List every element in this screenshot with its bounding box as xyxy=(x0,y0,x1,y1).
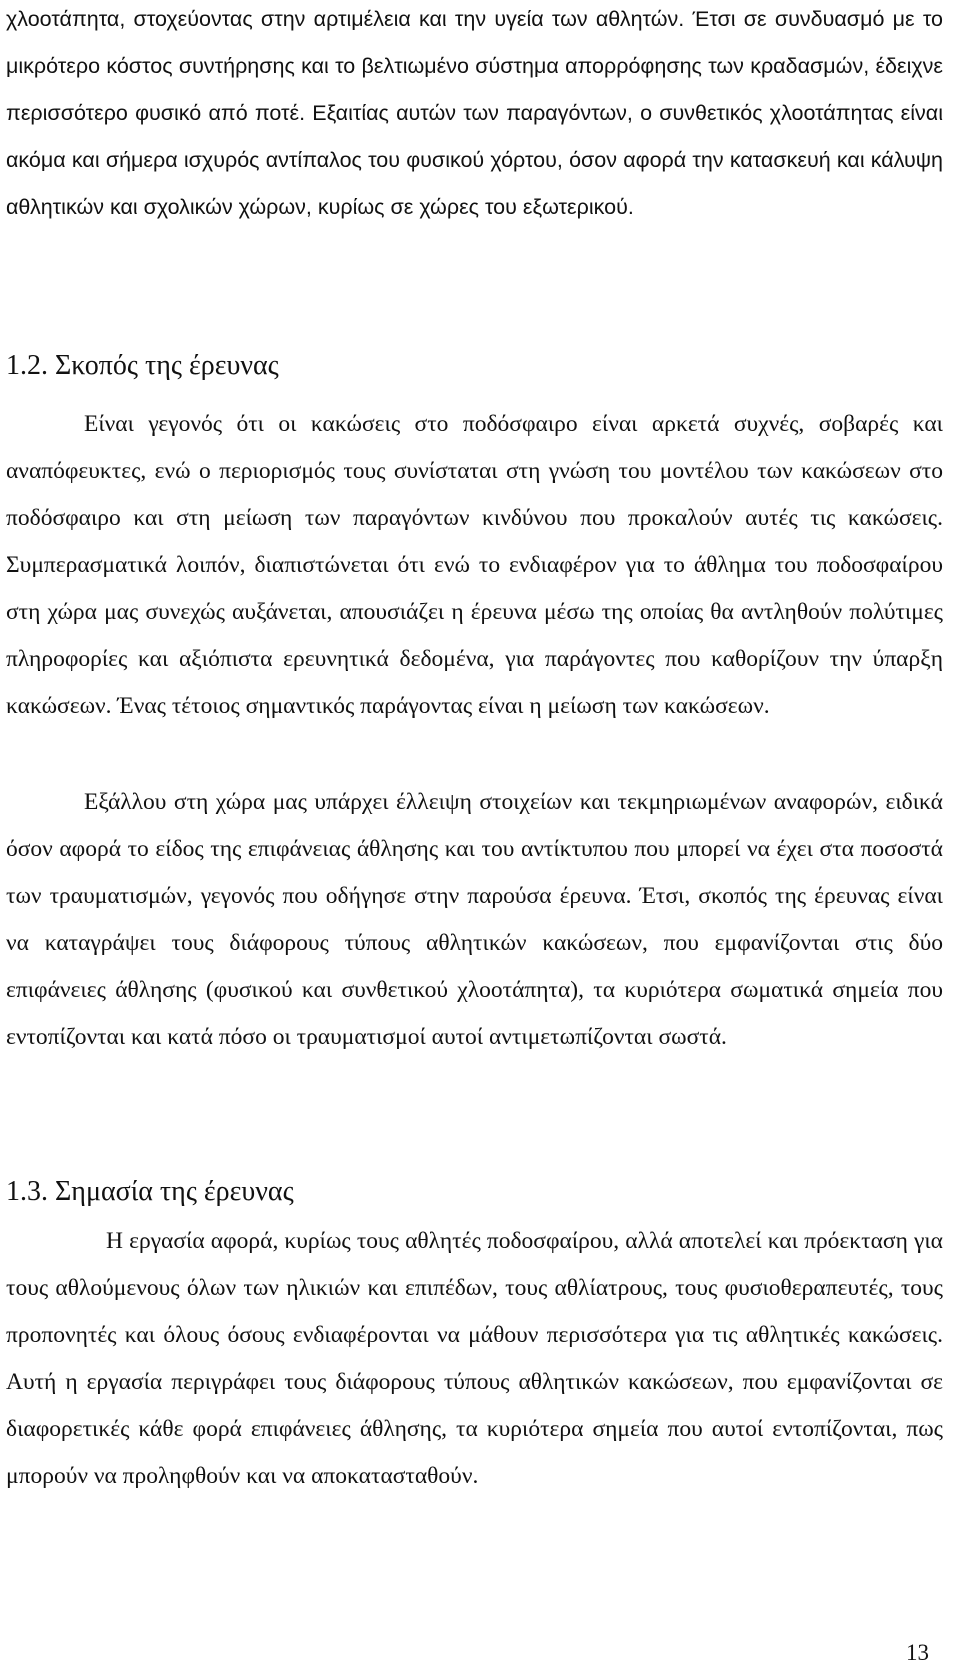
page-number: 13 xyxy=(906,1640,929,1665)
document-page xyxy=(6,0,943,1678)
paragraph-aim-1: Είναι γεγονός ότι οι κακώσεις στο ποδόσφαιρο είναι αρκετά συχνές, σοβαρές και αναπόφευκτες, ενώ ο περιορισμός τους συνίσταται στη γνώση του μοντέλου των κακώσεων στο ποδόσφαιρο και στη μείωση των παραγόντων κινδύνου που προκαλούν αυτές τις κακώσεις. Συμπερασματικά λοιπόν, διαπιστώνεται ότι ενώ το ενδιαφέρον για το άθλημα του ποδοσφαίρου στη χώρα μας συνεχώς αυξάνεται, απουσιάζει η έρευνα μέσω της οποίας θα αντληθούν πολύτιμες πληροφορίες και αξιόπιστα ερευνητικά δεδομένα, για παράγοντες που καθορίζουν την ύπαρξη κακώσεων. Ένας τέτοιος σημαντικός παράγοντας είναι η μείωση των κακώσεων. xyxy=(6,411,943,719)
paragraph-aim-2: Εξάλλου στη χώρα μας υπάρχει έλλειψη στοιχείων και τεκμηριωμένων αναφορών, ειδικά όσον αφορά το είδος της επιφάνειας άθλησης και του αντίκτυπου που μπορεί να έχει στα ποσοστά των τραυματισμών, γεγονός που οδήγησε στην παρούσα έρευνα. Έτσι, σκοπός της έρευνας είναι να καταγράψει τους διάφορους τύπους αθλητικών κακώσεων, που εμφανίζονται στις δύο επιφάνειες άθλησης (φυσικού και συνθετικού χλοοτάπητα), τα κυριότερα σωματικά σημεία που εντοπίζονται και κατά πόσο οι τραυματισμοί αυτοί αντιμετωπίζονται σωστά. xyxy=(6,789,943,1050)
paragraph-intro-continued: χλοοτάπητα, στοχεύοντας στην αρτιμέλεια και την υγεία των αθλητών. Έτσι σε συνδυασμό με το μικρότερο κόστος συντήρησης και το βελτιωμένο σύστημα απορρόφησης των κραδασμών, έδειχνε περισσότερο φυσικό από ποτέ. Εξαιτίας αυτών των παραγόντων, ο συνθετικός χλοοτάπητας είναι ακόμα και σήμερα ισχυρός αντίπαλος του φυσικού χόρτου, όσον αφορά την κατασκευή και κάλυψη αθλητικών και σχολικών χώρων, κυρίως σε χώρες του εξωτερικού. xyxy=(6,7,943,219)
paragraph-significance: Η εργασία αφορά, κυρίως τους αθλητές ποδοσφαίρου, αλλά αποτελεί και πρόεκταση για τους αθλούμενους όλων των ηλικιών και επιπέδων, τους αθλίατρους, τους φυσιοθεραπευτές, τους προπονητές και όλους όσους ενδιαφέρονται να μάθουν περισσότερα για τις αθλητικές κακώσεις. Αυτή η εργασία περιγράφει τους διάφορους τύπους αθλητικών κακώσεων, που εμφανίζονται σε διαφορετικές κάθε φορά επιφάνειες άθλησης, τα κυριότερα σημεία που αυτοί εντοπίζονται, πως μπορούν να προληφθούν και να αποκατασταθούν. xyxy=(6,1228,943,1489)
section-heading-aim: 1.2. Σκοπός της έρευνας xyxy=(6,350,279,381)
section-heading-significance: 1.3. Σημασία της έρευνας xyxy=(6,1176,294,1207)
